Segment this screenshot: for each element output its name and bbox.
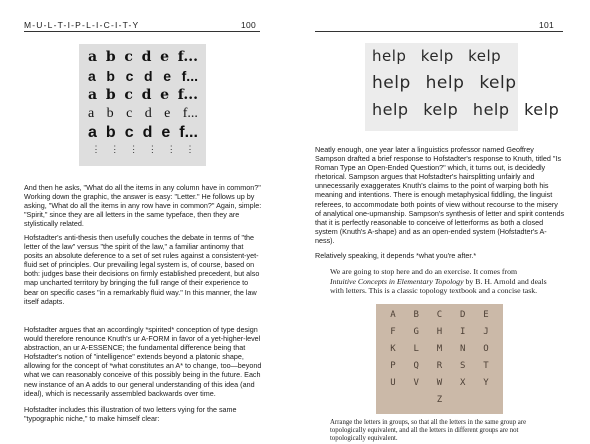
alphabet-letter: B <box>413 310 419 320</box>
right-page <box>295 0 590 443</box>
alphabet-row <box>386 344 493 354</box>
alphabet-letter: H <box>436 327 443 337</box>
grid-letter: c <box>124 49 133 65</box>
alphabet-letter: O <box>483 344 489 354</box>
handwriting-row <box>372 73 526 93</box>
paragraph-text: Hofstadter's anti-thesis then usefully couches the debate in terms of "the letter of the law" versus "the spirit of the law," a familiar antinomy that posits an absolute deference to a set of set rules against a consistent-yet-fluid set of principles. Our prevailing legal system is, of course, based on both: judges base their decisions on firmly established precedent, but also map uncharted territory by bringing the full range of their experience to bear on specific cases "in a remarkably fluid way." In this manner, the law itself adapts. <box>24 233 260 306</box>
grid-letter: e <box>164 106 171 121</box>
dots-glyph: ⋮ <box>185 144 195 154</box>
header-rule <box>24 31 260 32</box>
body-paragraph <box>24 405 262 423</box>
handwritten-word: help <box>372 100 409 119</box>
handwriting-row <box>372 100 568 119</box>
alphabet-letter <box>409 395 423 405</box>
body-paragraph <box>24 183 262 228</box>
paragraph-text: Neatly enough, one year later a linguistics professor named Geoffrey Sampson drafted a brief response to Hofstadter's response to Knuth, titled "Is Roman Type an Open-Ended Question?" which, it turns out, is decidedly rhetorical. Sampson argues that Hofstadter's hairsplitting unfairly and unnecessarily exaggerates Knuth's claims to the point of warping both his meaning and intentions. There is enough metaphysical fiddling, the linguist referees, to accommodate both points of view without recourse to the misery of analytical one-upmanship. Sampson's synthesis of letter and spirit contends that it is perfectly reasonable to conceive of letterforms as both a closed system (Knuth's A-shape) and as an open-ended system (Hofstadter's A-ness). <box>315 145 565 245</box>
body-paragraph <box>315 145 565 245</box>
alphabet-letter <box>479 395 493 405</box>
grid-letter: a <box>88 87 98 103</box>
grid-letter: e <box>163 68 172 84</box>
alphabet-letter: Q <box>413 361 419 371</box>
alphabet-row <box>386 327 493 337</box>
alphabet-letter <box>456 395 470 405</box>
grid-letter: b <box>105 87 116 103</box>
grid-letter: b <box>106 68 115 84</box>
grid-letter: f... <box>181 68 198 84</box>
header-rule <box>315 31 563 32</box>
quote-text: with letters. This is a classic topology textbook and a concise task. <box>330 286 538 296</box>
letter-grid-figure <box>79 44 206 166</box>
alphabet-letter: G <box>413 327 419 337</box>
grid-letter: a <box>88 49 98 65</box>
handwriting-row <box>372 47 510 65</box>
dots-glyph: ⋮ <box>147 144 157 154</box>
alphabet-letter: F <box>390 327 396 337</box>
alphabet-letter: W <box>436 378 443 388</box>
letter-grid-row <box>88 106 198 123</box>
handwritten-word: help <box>472 100 510 119</box>
handwritten-word: kelp <box>423 100 459 119</box>
alphabet-letter: I <box>460 327 466 337</box>
alphabet-letter: M <box>436 344 443 354</box>
alphabet-figure <box>376 304 503 414</box>
continuation-dots <box>88 144 198 161</box>
quote-text: Arrange the letters in groups, so that all the letters in the same group are topologically equivalent, and all the letters in different groups are not topologically equivalent. <box>330 419 527 443</box>
grid-letter: b <box>105 49 116 65</box>
grid-letter: f... <box>177 49 198 65</box>
alphabet-letter: Z <box>436 395 443 405</box>
running-header-title: M-U-L-T-I-P-L-I-C-I-T-Y <box>24 20 140 30</box>
dots-glyph: ⋮ <box>129 144 139 154</box>
alphabet-letter: L <box>413 344 419 354</box>
handwritten-word: kelp <box>479 73 517 93</box>
alphabet-letter: Y <box>483 378 489 388</box>
grid-letter: c <box>124 87 133 103</box>
grid-letter: a <box>88 106 95 121</box>
handwritten-word: kelp <box>524 100 560 119</box>
letter-grid-row <box>88 124 198 141</box>
letter-grid-row <box>88 68 198 85</box>
paragraph-text: And then he asks, "What do all the items in any column have in common?" Working down the graphic, the answer is easy: "Letter." He follows up by asking, "What do all the items in any row have in common?" Again, simple: "Spirit," since they are all letters in the same typeface, then they are stylistically related. <box>24 183 262 229</box>
grid-letter: d <box>141 49 152 65</box>
quote-text: by B. H. Arnold and deals <box>463 276 547 286</box>
handwritten-word: help <box>372 73 411 93</box>
alphabet-letter: J <box>483 327 489 337</box>
alphabet-letter: N <box>460 344 466 354</box>
grid-letter: c <box>126 106 133 121</box>
alphabet-letter: K <box>390 344 396 354</box>
grid-letter: a <box>88 124 97 141</box>
handwritten-word: kelp <box>468 47 502 65</box>
grid-letter: d <box>141 87 152 103</box>
grid-letter: e <box>161 124 171 141</box>
page-number: 101 <box>539 20 555 30</box>
body-paragraph <box>24 325 262 398</box>
alphabet-letter: E <box>483 310 489 320</box>
handwriting-figure <box>365 43 560 131</box>
letter-grid-row <box>88 49 198 66</box>
alphabet-letter: R <box>436 361 443 371</box>
body-paragraph <box>315 251 565 260</box>
grid-letter: f... <box>182 106 198 121</box>
paragraph-text: Relatively speaking, it depends *what you're after.* <box>315 251 477 260</box>
handwritten-word: kelp <box>420 47 454 65</box>
alphabet-letter: T <box>483 361 489 371</box>
alphabet-letter: C <box>436 310 443 320</box>
handwritten-word: help <box>372 47 407 65</box>
alphabet-letter <box>386 395 400 405</box>
grid-letter: b <box>106 106 114 121</box>
alphabet-letter: P <box>390 361 396 371</box>
dots-glyph: ⋮ <box>166 144 176 154</box>
grid-letter: d <box>144 106 152 121</box>
letter-grid-row <box>88 87 198 104</box>
paragraph-text: Hofstadter argues that an accordingly *spirited* conception of type design would therefore renounce Knuth's ur A-FORM in favor of a yet-higher-level abstraction, an ur A-ESSENCE; the fundamental difference being that Hofstadter's notion of "intelligence" extends beyond a platonic shape, allowing for the concept of *what constitutes an A* to change, too—beyond what we can reasonably conceive of this possibly being in the future. Each new instance of an A adds to our general understanding of this idea (and ideal), which is necessarily assembled backwards over time. <box>24 325 262 398</box>
paragraph-text: Hofstadter includes this illustration of two letters vying for the same "typographic niche," to make himself clear: <box>24 405 237 424</box>
alphabet-letter: S <box>460 361 466 371</box>
body-paragraph <box>24 233 262 306</box>
alphabet-row <box>386 361 493 371</box>
handwritten-word: help <box>425 73 465 93</box>
grid-letter: d <box>144 68 153 84</box>
alphabet-letter: V <box>413 378 419 388</box>
quote-text: We are going to stop here and do an exercise. It comes from <box>330 267 518 276</box>
alphabet-letter: D <box>460 310 466 320</box>
dots-glyph: ⋮ <box>110 144 120 154</box>
left-page <box>0 0 295 443</box>
grid-letter: e <box>160 49 170 65</box>
dots-glyph: ⋮ <box>91 144 101 154</box>
block-quote <box>330 267 558 296</box>
alphabet-row <box>386 310 493 320</box>
grid-letter: a <box>88 68 96 84</box>
grid-letter: c <box>125 68 134 84</box>
grid-letter: f... <box>177 87 198 103</box>
alphabet-row <box>386 395 493 405</box>
exercise-instruction <box>330 419 550 444</box>
page-number: 100 <box>241 20 257 30</box>
grid-letter: d <box>142 124 153 141</box>
alphabet-letter: X <box>460 378 466 388</box>
grid-letter: f... <box>179 124 198 141</box>
grid-letter: c <box>124 124 134 141</box>
book-title: Intuitive Concepts in Elementary Topology <box>330 276 464 286</box>
grid-letter: b <box>105 124 116 141</box>
alphabet-row <box>386 378 493 388</box>
alphabet-letter: A <box>390 310 396 320</box>
alphabet-letter: U <box>390 378 396 388</box>
grid-letter: e <box>160 87 170 103</box>
